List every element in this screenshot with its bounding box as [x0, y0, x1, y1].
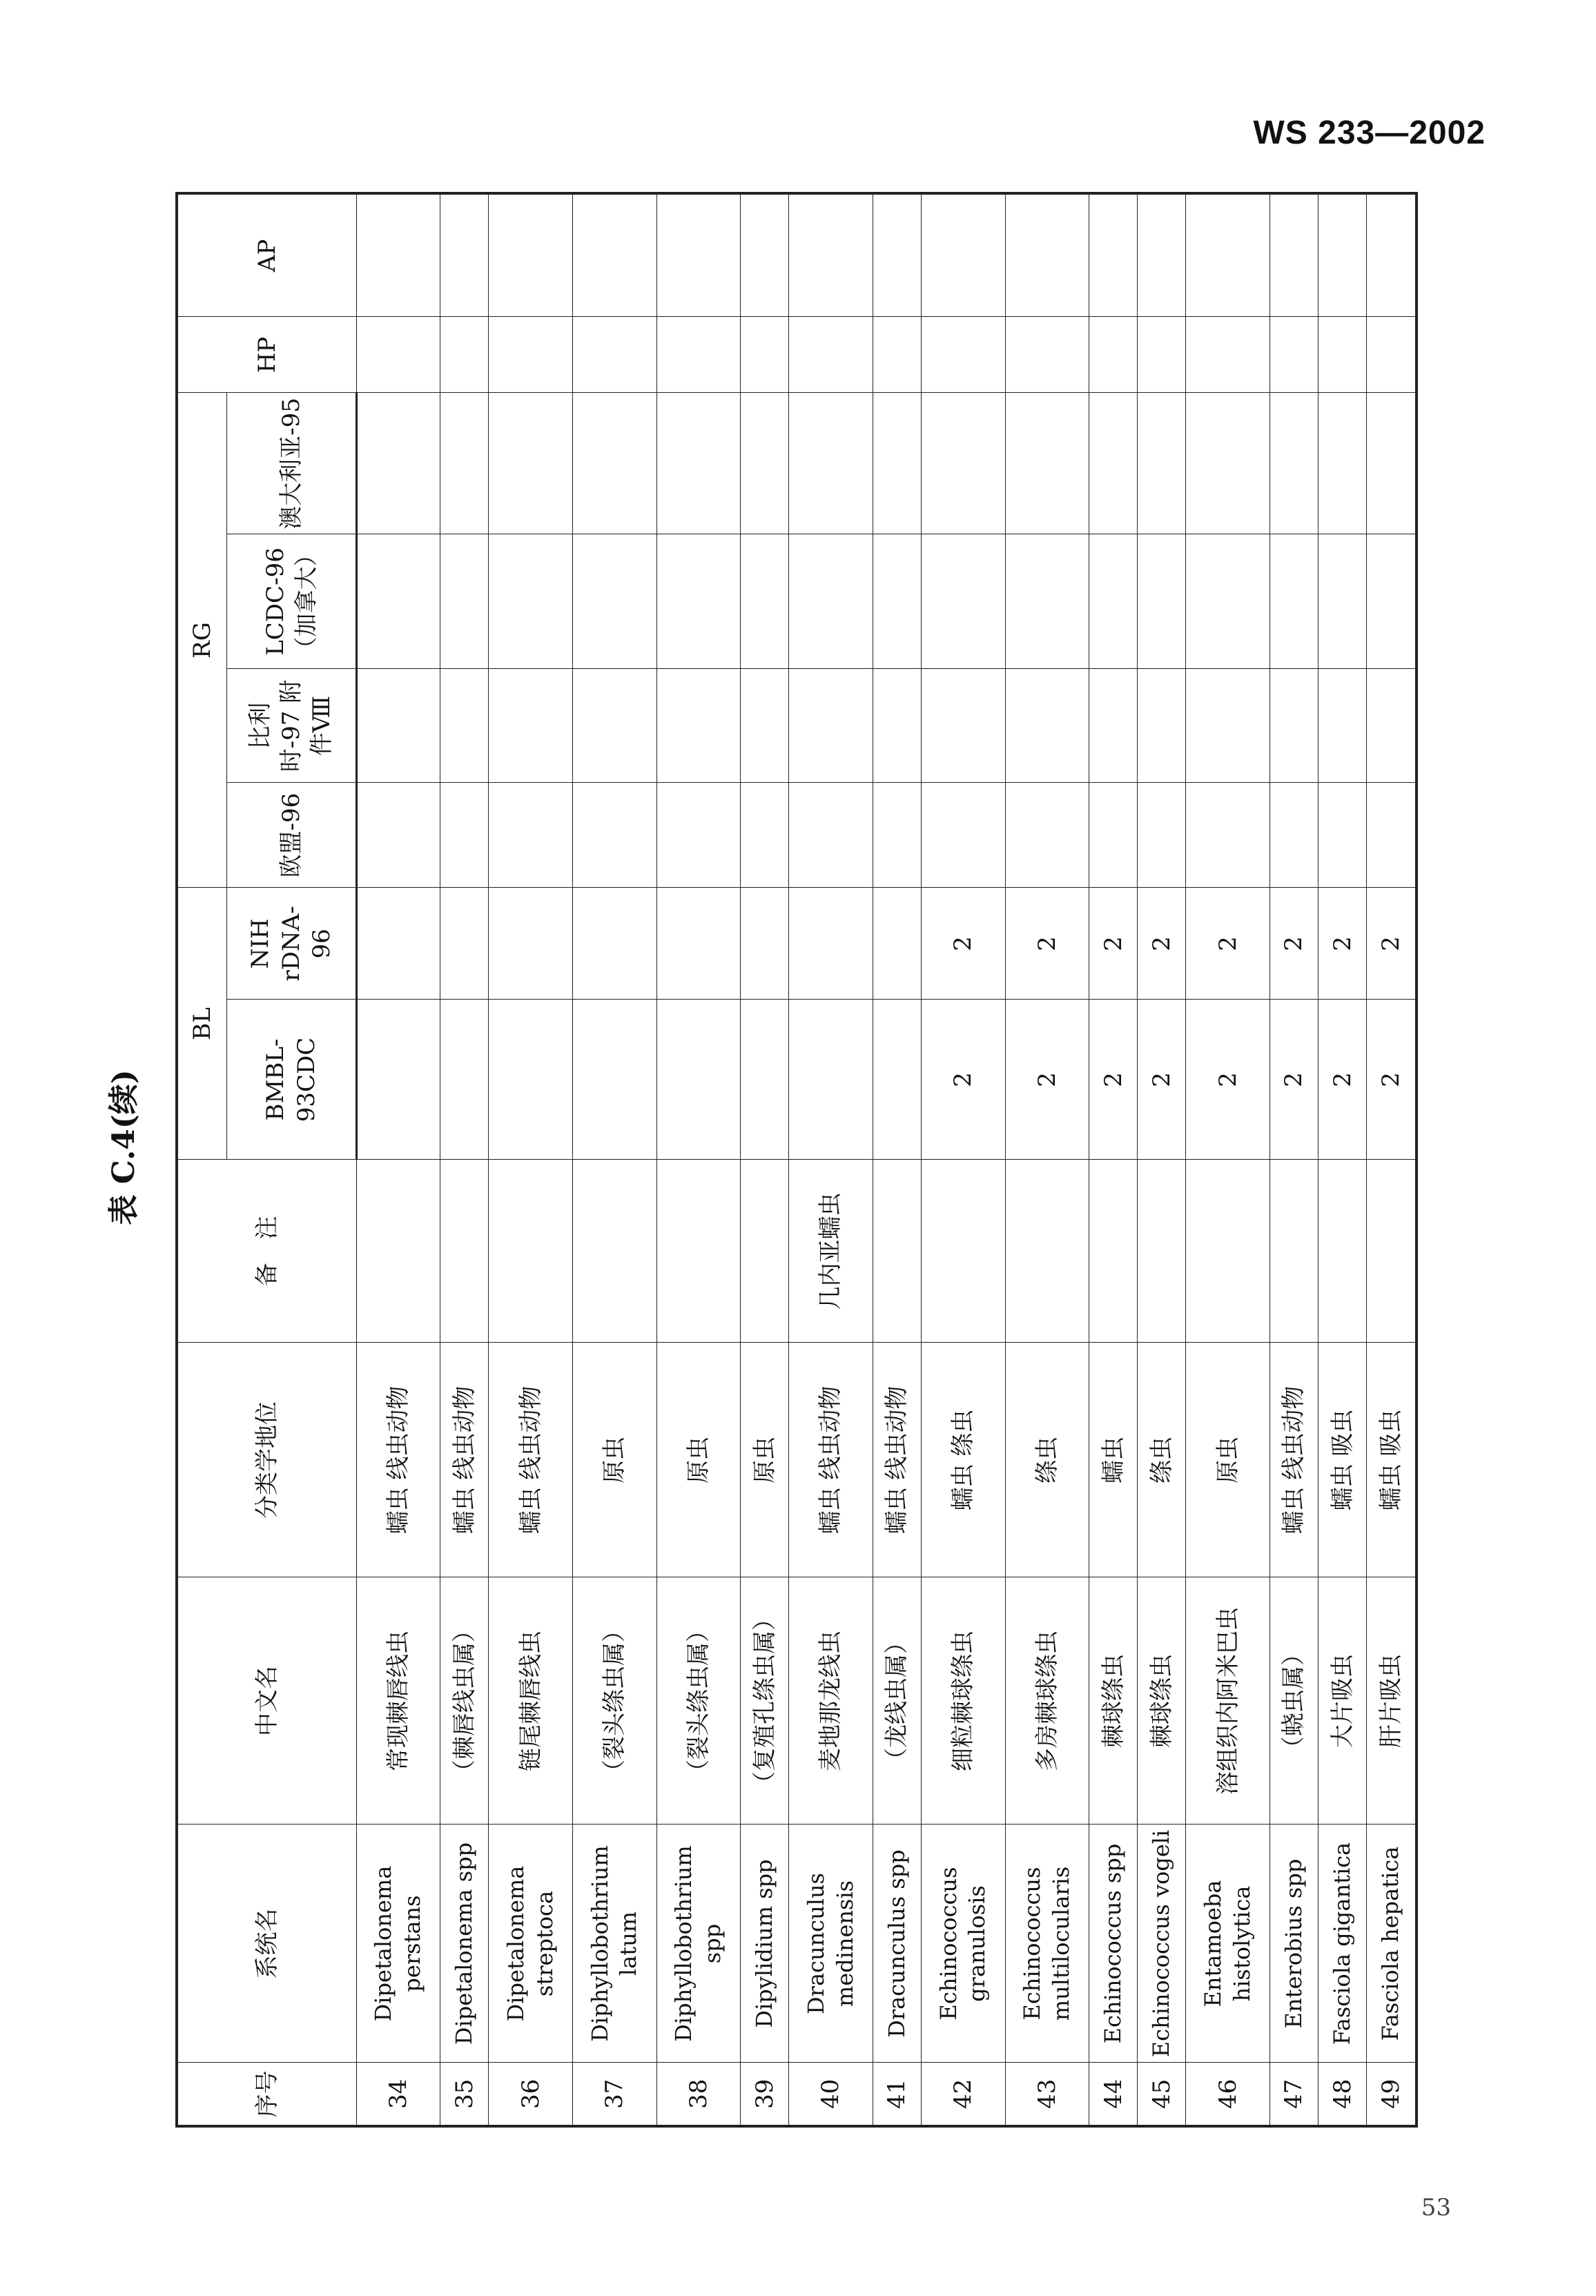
cell-remark: [1186, 1160, 1270, 1343]
table-row: [873, 193, 921, 2126]
cell-hp: [356, 317, 440, 393]
cell-cn-name: （棘唇线虫属）: [440, 1577, 489, 1825]
cell-sci-name: Fasciola gigantica: [1318, 1825, 1367, 2063]
cell-cn-name: 细粒棘球绦虫: [921, 1577, 1005, 1825]
cell-taxonomy: 蠕虫 线虫动物: [1269, 1343, 1318, 1577]
cell-taxonomy: 绦虫: [1005, 1343, 1089, 1577]
cell-hp: [1138, 317, 1186, 393]
standard-number: WS 233—2002: [1253, 115, 1486, 151]
cell-lcdc: [489, 534, 573, 669]
cell-no: 43: [1005, 2063, 1089, 2126]
cell-australia: [440, 393, 489, 534]
cell-taxonomy: 蠕虫 绦虫: [921, 1343, 1005, 1577]
cell-cn-name: 链尾棘唇线虫: [489, 1577, 573, 1825]
cell-nih: 2: [1318, 888, 1367, 1000]
cell-bmbl: 2: [1005, 1000, 1089, 1160]
rotated-table-wrapper: [175, 195, 1418, 2128]
cell-hp: [1005, 317, 1089, 393]
cell-ap: [1186, 193, 1270, 317]
cell-hp: [741, 317, 789, 393]
cell-ap: [572, 193, 656, 317]
cell-hp: [1089, 317, 1138, 393]
cell-australia: [921, 393, 1005, 534]
cell-hp: [789, 317, 873, 393]
table-caption: 表 C.4(续): [106, 1069, 142, 1225]
cell-nih: [356, 888, 440, 1000]
cell-australia: [1367, 393, 1417, 534]
cell-belgium: [873, 669, 921, 783]
cell-sci-name: Echinococcus spp: [1089, 1825, 1138, 2063]
cell-remark: [440, 1160, 489, 1343]
cell-belgium: [356, 669, 440, 783]
cell-bmbl: 2: [1269, 1000, 1318, 1160]
cell-remark: [1005, 1160, 1089, 1343]
table-row: [489, 193, 573, 2126]
cell-remark: [1138, 1160, 1186, 1343]
cell-belgium: [789, 669, 873, 783]
cell-cn-name: （龙线虫属）: [873, 1577, 921, 1825]
cell-australia: [489, 393, 573, 534]
cell-hp: [572, 317, 656, 393]
cell-eu: [1089, 783, 1138, 888]
table-row: [1089, 193, 1138, 2126]
cell-hp: [656, 317, 741, 393]
cell-belgium: [1318, 669, 1367, 783]
cell-australia: [1089, 393, 1138, 534]
cell-taxonomy: 绦虫: [1138, 1343, 1186, 1577]
cell-remark: [572, 1160, 656, 1343]
cell-sci-name: Dipetalonema spp: [440, 1825, 489, 2063]
cell-bmbl: 2: [1318, 1000, 1367, 1160]
cell-taxonomy: 蠕虫 线虫动物: [873, 1343, 921, 1577]
cell-cn-name: （复殖孔绦虫属）: [741, 1577, 789, 1825]
cell-lcdc: [1089, 534, 1138, 669]
cell-cn-name: 肝片吸虫: [1367, 1577, 1417, 1825]
table-row: [572, 193, 656, 2126]
cell-bmbl: [572, 1000, 656, 1160]
cell-belgium: [1005, 669, 1089, 783]
cell-australia: [873, 393, 921, 534]
cell-no: 42: [921, 2063, 1005, 2126]
cell-remark: 几内亚蠕虫: [789, 1160, 873, 1343]
cell-australia: [1318, 393, 1367, 534]
cell-remark: [1089, 1160, 1138, 1343]
cell-remark: [921, 1160, 1005, 1343]
cell-no: 39: [741, 2063, 789, 2126]
cell-no: 34: [356, 2063, 440, 2126]
cell-no: 35: [440, 2063, 489, 2126]
cell-ap: [741, 193, 789, 317]
cell-cn-name: 多房棘球绦虫: [1005, 1577, 1089, 1825]
cell-lcdc: [741, 534, 789, 669]
cell-no: 38: [656, 2063, 741, 2126]
header-no: 序号: [177, 2063, 356, 2126]
cell-no: 49: [1367, 2063, 1417, 2126]
cell-nih: [572, 888, 656, 1000]
cell-ap: [440, 193, 489, 317]
cell-nih: [873, 888, 921, 1000]
cell-eu: [656, 783, 741, 888]
cell-lcdc: [789, 534, 873, 669]
cell-ap: [1089, 193, 1138, 317]
cell-belgium: [921, 669, 1005, 783]
table-row: [741, 193, 789, 2126]
cell-lcdc: [1367, 534, 1417, 669]
cell-belgium: [489, 669, 573, 783]
cell-hp: [1367, 317, 1417, 393]
header-row-top: [177, 193, 226, 2126]
cell-ap: [489, 193, 573, 317]
cell-no: 48: [1318, 2063, 1367, 2126]
cell-hp: [440, 317, 489, 393]
cell-remark: [1269, 1160, 1318, 1343]
cell-eu: [1138, 783, 1186, 888]
cell-australia: [1138, 393, 1186, 534]
cell-eu: [440, 783, 489, 888]
cell-taxonomy: 蠕虫 线虫动物: [356, 1343, 440, 1577]
cell-bmbl: [741, 1000, 789, 1160]
cell-sci-name: Dipetalonema perstans: [356, 1825, 440, 2063]
cell-sci-name: Dipetalonema streptoca: [489, 1825, 573, 2063]
cell-taxonomy: 蠕虫 线虫动物: [489, 1343, 573, 1577]
header-hp: HP: [177, 317, 356, 393]
table-row: [1138, 193, 1186, 2126]
cell-taxonomy: 蠕虫 吸虫: [1318, 1343, 1367, 1577]
cell-remark: [356, 1160, 440, 1343]
header-remark: 备 注: [177, 1160, 356, 1343]
cell-no: 47: [1269, 2063, 1318, 2126]
page-number: 53: [1421, 2194, 1451, 2221]
cell-nih: 2: [1367, 888, 1417, 1000]
cell-cn-name: 大片吸虫: [1318, 1577, 1367, 1825]
cell-eu: [489, 783, 573, 888]
cell-eu: [1005, 783, 1089, 888]
cell-lcdc: [656, 534, 741, 669]
cell-taxonomy: 蠕虫 线虫动物: [789, 1343, 873, 1577]
header-sci-name: 系统名: [177, 1825, 356, 2063]
cell-ap: [1318, 193, 1367, 317]
cell-ap: [356, 193, 440, 317]
header-bl: BL: [177, 888, 226, 1160]
cell-ap: [1367, 193, 1417, 317]
header-taxonomy: 分类学地位: [177, 1343, 356, 1577]
cell-sci-name: Echinococcus vogeli: [1138, 1825, 1186, 2063]
cell-eu: [1367, 783, 1417, 888]
cell-no: 41: [873, 2063, 921, 2126]
cell-australia: [741, 393, 789, 534]
cell-eu: [873, 783, 921, 888]
cell-nih: 2: [921, 888, 1005, 1000]
cell-australia: [572, 393, 656, 534]
cell-bmbl: [440, 1000, 489, 1160]
cell-lcdc: [921, 534, 1005, 669]
cell-taxonomy: 蠕虫: [1089, 1343, 1138, 1577]
cell-sci-name: Echinococcus granulosis: [921, 1825, 1005, 2063]
header-australia: 澳大利亚-95: [226, 393, 356, 534]
cell-bmbl: 2: [1367, 1000, 1417, 1160]
data-table: [175, 192, 1418, 2128]
cell-ap: [1005, 193, 1089, 317]
cell-australia: [656, 393, 741, 534]
cell-belgium: [1138, 669, 1186, 783]
cell-ap: [873, 193, 921, 317]
cell-hp: [873, 317, 921, 393]
table-row: [356, 193, 440, 2126]
cell-nih: 2: [1089, 888, 1138, 1000]
cell-remark: [656, 1160, 741, 1343]
cell-sci-name: Fasciola hepatica: [1367, 1825, 1417, 2063]
table-row: [1186, 193, 1270, 2126]
cell-lcdc: [1005, 534, 1089, 669]
cell-cn-name: 常现棘唇线虫: [356, 1577, 440, 1825]
cell-cn-name: （裂头绦虫属）: [656, 1577, 741, 1825]
cell-sci-name: Entamoeba histolytica: [1186, 1825, 1270, 2063]
table-row: [1269, 193, 1318, 2126]
cell-lcdc: [440, 534, 489, 669]
cell-cn-name: 麦地那龙线虫: [789, 1577, 873, 1825]
cell-bmbl: 2: [1186, 1000, 1270, 1160]
table-row: [1005, 193, 1089, 2126]
cell-sci-name: Diphyllobothrium spp: [656, 1825, 741, 2063]
cell-cn-name: 棘球绦虫: [1089, 1577, 1138, 1825]
cell-taxonomy: 蠕虫 线虫动物: [440, 1343, 489, 1577]
cell-no: 36: [489, 2063, 573, 2126]
cell-belgium: [741, 669, 789, 783]
header-eu: 欧盟-96: [226, 783, 356, 888]
cell-nih: 2: [1005, 888, 1089, 1000]
table-row: [789, 193, 873, 2126]
header-rg: RG: [177, 393, 226, 888]
cell-sci-name: Dipylidium spp: [741, 1825, 789, 2063]
cell-lcdc: [1318, 534, 1367, 669]
header-nih: NIH rDNA-96: [226, 888, 356, 1000]
header-lcdc: LCDC-96 （加拿大）: [226, 534, 356, 669]
cell-cn-name: （蛲虫属）: [1269, 1577, 1318, 1825]
cell-cn-name: 溶组织内阿米巴虫: [1186, 1577, 1270, 1825]
cell-no: 45: [1138, 2063, 1186, 2126]
cell-eu: [741, 783, 789, 888]
cell-belgium: [1367, 669, 1417, 783]
cell-remark: [873, 1160, 921, 1343]
cell-no: 37: [572, 2063, 656, 2126]
cell-eu: [789, 783, 873, 888]
cell-no: 44: [1089, 2063, 1138, 2126]
cell-hp: [489, 317, 573, 393]
cell-belgium: [1186, 669, 1270, 783]
cell-ap: [1138, 193, 1186, 317]
header-ap: AP: [177, 193, 356, 317]
cell-cn-name: 棘球绦虫: [1138, 1577, 1186, 1825]
cell-taxonomy: 原虫: [656, 1343, 741, 1577]
table-row: [1367, 193, 1417, 2126]
cell-hp: [1269, 317, 1318, 393]
cell-sci-name: Echinococcus multilocularis: [1005, 1825, 1089, 2063]
cell-australia: [1269, 393, 1318, 534]
header-belgium: 比利时-97 附件Ⅷ: [226, 669, 356, 783]
cell-ap: [656, 193, 741, 317]
cell-bmbl: 2: [921, 1000, 1005, 1160]
cell-lcdc: [1269, 534, 1318, 669]
cell-sci-name: Dracunculus medinensis: [789, 1825, 873, 2063]
cell-hp: [1186, 317, 1270, 393]
cell-lcdc: [1138, 534, 1186, 669]
cell-australia: [1005, 393, 1089, 534]
cell-remark: [489, 1160, 573, 1343]
cell-bmbl: [489, 1000, 573, 1160]
cell-lcdc: [1186, 534, 1270, 669]
cell-australia: [789, 393, 873, 534]
cell-taxonomy: 蠕虫 吸虫: [1367, 1343, 1417, 1577]
cell-no: 46: [1186, 2063, 1270, 2126]
cell-ap: [1269, 193, 1318, 317]
cell-taxonomy: 原虫: [741, 1343, 789, 1577]
cell-lcdc: [572, 534, 656, 669]
cell-remark: [1367, 1160, 1417, 1343]
cell-australia: [356, 393, 440, 534]
cell-remark: [741, 1160, 789, 1343]
cell-eu: [1186, 783, 1270, 888]
cell-eu: [356, 783, 440, 888]
cell-bmbl: 2: [1138, 1000, 1186, 1160]
cell-ap: [921, 193, 1005, 317]
cell-ap: [789, 193, 873, 317]
cell-bmbl: 2: [1089, 1000, 1138, 1160]
cell-belgium: [656, 669, 741, 783]
cell-belgium: [1269, 669, 1318, 783]
cell-sci-name: Dracunculus spp: [873, 1825, 921, 2063]
cell-nih: [440, 888, 489, 1000]
cell-nih: 2: [1269, 888, 1318, 1000]
cell-eu: [921, 783, 1005, 888]
cell-nih: [656, 888, 741, 1000]
cell-australia: [1186, 393, 1270, 534]
cell-hp: [921, 317, 1005, 393]
cell-belgium: [572, 669, 656, 783]
cell-sci-name: Enterobius spp: [1269, 1825, 1318, 2063]
cell-taxonomy: 原虫: [572, 1343, 656, 1577]
cell-eu: [572, 783, 656, 888]
cell-lcdc: [356, 534, 440, 669]
cell-lcdc: [873, 534, 921, 669]
table-row: [440, 193, 489, 2126]
cell-nih: 2: [1138, 888, 1186, 1000]
cell-bmbl: [356, 1000, 440, 1160]
cell-eu: [1318, 783, 1367, 888]
cell-taxonomy: 原虫: [1186, 1343, 1270, 1577]
cell-nih: 2: [1186, 888, 1270, 1000]
table-row: [1318, 193, 1367, 2126]
cell-eu: [1269, 783, 1318, 888]
cell-sci-name: Diphyllobothrium latum: [572, 1825, 656, 2063]
cell-nih: [489, 888, 573, 1000]
cell-hp: [1318, 317, 1367, 393]
table-row: [656, 193, 741, 2126]
cell-bmbl: [656, 1000, 741, 1160]
cell-nih: [741, 888, 789, 1000]
cell-nih: [789, 888, 873, 1000]
table-row: [921, 193, 1005, 2126]
cell-bmbl: [789, 1000, 873, 1160]
header-bmbl: BMBL-93CDC: [226, 1000, 356, 1160]
cell-no: 40: [789, 2063, 873, 2126]
cell-belgium: [1089, 669, 1138, 783]
cell-belgium: [440, 669, 489, 783]
cell-remark: [1318, 1160, 1367, 1343]
header-cn-name: 中文名: [177, 1577, 356, 1825]
cell-bmbl: [873, 1000, 921, 1160]
cell-cn-name: （裂头绦虫属）: [572, 1577, 656, 1825]
